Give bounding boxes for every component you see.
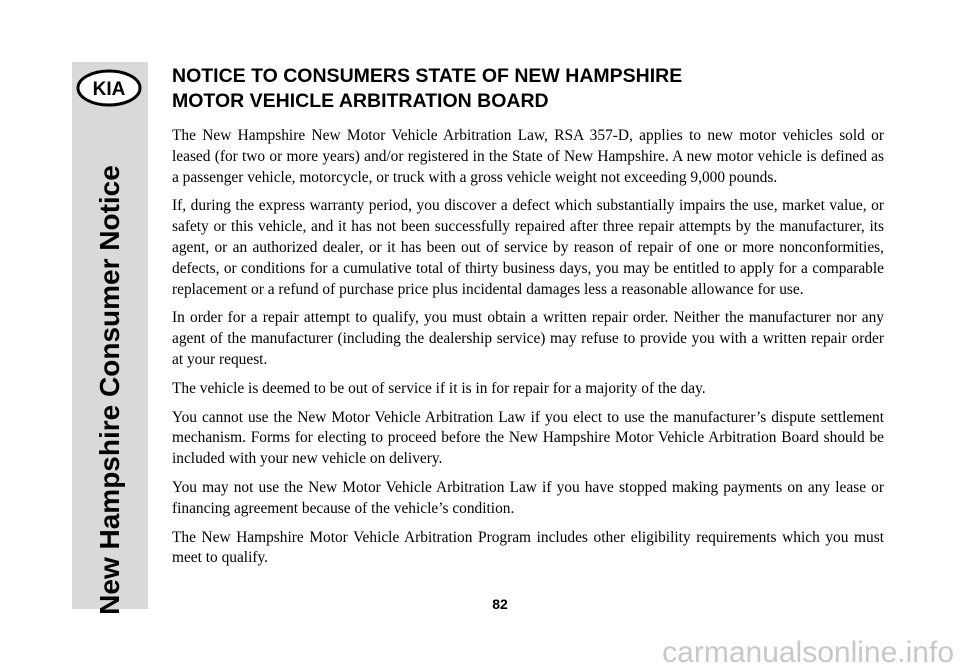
paragraph: In order for a repair attempt to qualify, you must obtain a written repair order. Neither the manufacturer nor any agent of the manufacturer (including the dealership service) may refuse to provide you with a written repair order at your request. <box>172 309 884 368</box>
paragraph: If, during the express warranty period, you discover a defect which substantially impairs the use, market value, or safety or this vehicle, and it has not been successfully repaired after three repair attempts by the manufacturer, its agent, or an authorized dealer, or it has been out of service by reason of repair of one or more nonconformities, defects, or conditions for a cumulative total of thirty business days, you may be entitled to apply for a comparable replacement or a refund of purchase price plus incidental damages less a reasonable allowance for use. <box>172 197 884 298</box>
sidebar-title: New Hampshire Consumer Notice <box>94 165 125 615</box>
page-heading <box>172 64 892 114</box>
heading-line-2: MOTOR VEHICLE ARBITRATION BOARD <box>172 90 549 112</box>
paragraph: The vehicle is deemed to be out of service if it is in for repair for a majority of the day. <box>172 379 706 397</box>
page-number: 82 <box>492 596 508 612</box>
watermark: carmanualsonline.info <box>662 636 954 669</box>
kia-logo-icon <box>76 68 142 108</box>
logo-text: KIA <box>92 79 126 100</box>
paragraph: You may not use the New Motor Vehicle Arbitration Law if you have stopped making payments on any lease or financing agreement because of the vehicle’s condition. <box>172 478 884 517</box>
notice-body <box>172 126 884 577</box>
heading-line-1: NOTICE TO CONSUMERS STATE OF NEW HAMPSHIRE <box>172 65 683 87</box>
paragraph: The New Hampshire Motor Vehicle Arbitration Program includes other eligibility requirements which you must meet to qualify. <box>172 528 884 567</box>
paragraph: You cannot use the New Motor Vehicle Arbitration Law if you elect to use the manufacturer’s dispute settlement mechanism. Forms for electing to proceed before the New Hampshire Motor Vehicle Arbitration Board should be included with your new vehicle on delivery. <box>172 408 884 468</box>
paragraph: The New Hampshire New Motor Vehicle Arbitration Law, RSA 357-D, applies to new motor vehicles sold or leased (for two or more years) and/or registered in the State of New Hampshire. A new motor vehicle is defined as a passenger vehicle, motorcycle, or truck with a gross vehicle weight not exceeding 9,000 pounds. <box>172 127 884 186</box>
